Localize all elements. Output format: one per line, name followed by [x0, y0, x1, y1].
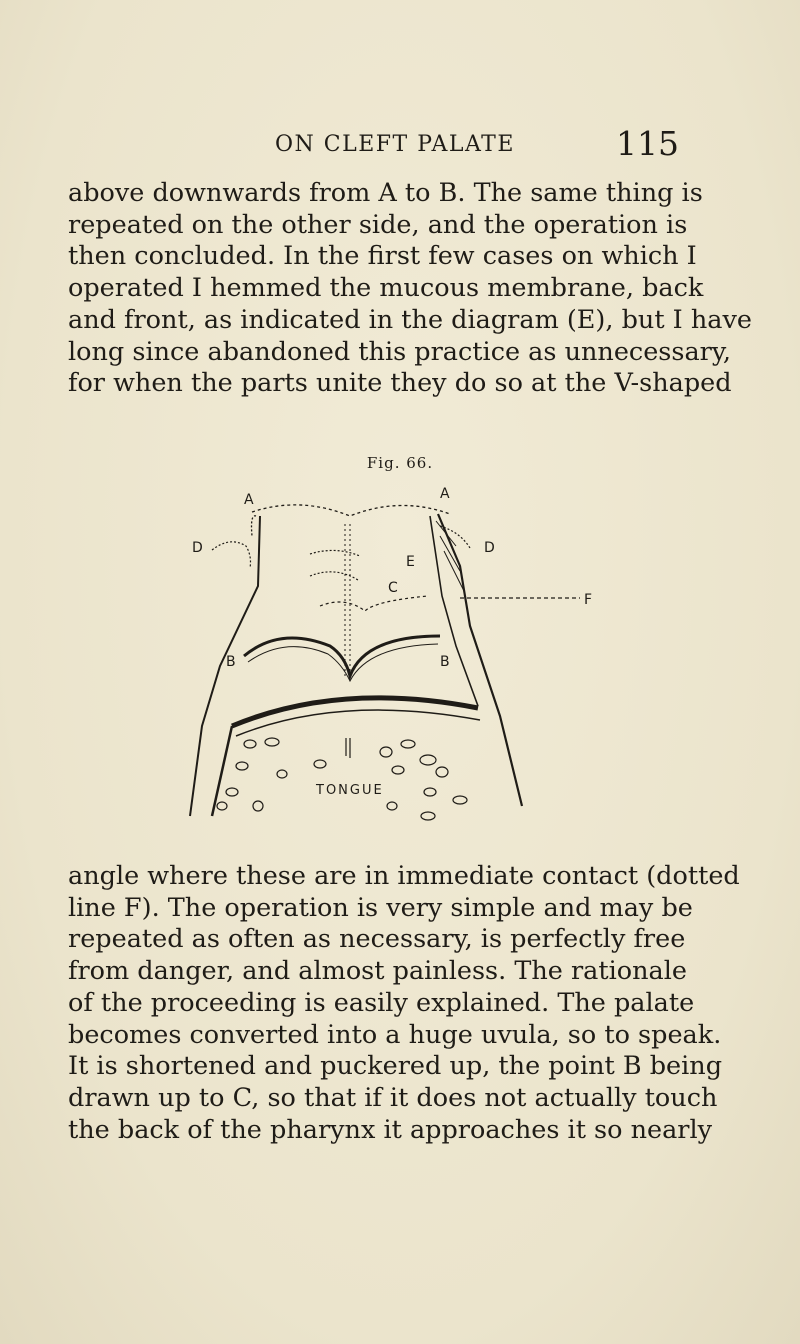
text-line: drawn up to C, so that if it does not actually touch: [68, 1082, 718, 1113]
left-pillar-outline: [190, 516, 260, 816]
text-line: repeated on the other side, and the operation is: [68, 209, 688, 240]
label-c: C: [388, 580, 398, 596]
label-a-left: A: [244, 492, 254, 508]
left-pillar-inner: [252, 516, 257, 536]
label-a-right: A: [440, 486, 450, 502]
page-number: 115: [616, 124, 679, 163]
right-pillar-inner: [430, 516, 478, 706]
soft-palate-lower: [248, 644, 438, 681]
text-line: then concluded. In the first few cases on which I: [68, 241, 697, 272]
text-line: long since abandoned this practice as unnecessary,: [68, 336, 731, 367]
text-line: and front, as indicated in the diagram (E), but I have: [68, 304, 752, 335]
text-line: line F). The operation is very simple and may be: [68, 892, 693, 923]
dotted-arc-top: [252, 505, 450, 516]
page-header: [0, 124, 800, 170]
text-line: the back of the pharynx it approaches it so nearly: [68, 1114, 713, 1145]
text-line: becomes converted into a huge uvula, so to speak.: [68, 1019, 722, 1050]
figure-caption: Fig. 66.: [366, 454, 434, 472]
paragraph-1: [68, 178, 752, 400]
label-d-right: D: [484, 540, 495, 556]
palate-diagram: [160, 476, 640, 836]
label-d-left: D: [192, 540, 203, 556]
running-head: ON CLEFT PALATE: [275, 132, 515, 157]
label-f: F: [584, 592, 593, 608]
text-line: above downwards from A to B. The same thing is: [68, 178, 703, 208]
tongue-papillae: [217, 738, 467, 820]
tongue-dorsum: [232, 698, 478, 726]
text-line: for when the parts unite they do so at the V-shaped: [68, 368, 732, 399]
label-tongue: TONGUE: [316, 783, 384, 798]
palate-diagram-svg: [160, 476, 640, 836]
uvula-dotted-center: [345, 524, 350, 676]
text-line: operated I hemmed the mucous membrane, back: [68, 273, 704, 304]
soft-palate-curve: [244, 636, 440, 676]
right-pillar-outline: [438, 514, 522, 806]
label-e: E: [406, 554, 415, 570]
text-line: of the proceeding is easily explained. The palate: [68, 987, 695, 1018]
dotted-curl-left: [212, 542, 251, 568]
label-b-left: B: [226, 654, 236, 670]
text-line: repeated as often as necessary, is perfectly free: [68, 924, 686, 955]
dotted-outline-e: [310, 550, 360, 580]
label-b-right: B: [440, 654, 450, 670]
text-line: from danger, and almost painless. The rationale: [68, 956, 687, 987]
paragraph-2: [68, 861, 740, 1146]
text-line: angle where these are in immediate contact (dotted: [68, 861, 740, 891]
text-line: It is shortened and puckered up, the point B being: [68, 1051, 723, 1082]
dotted-line-c: [320, 596, 428, 611]
